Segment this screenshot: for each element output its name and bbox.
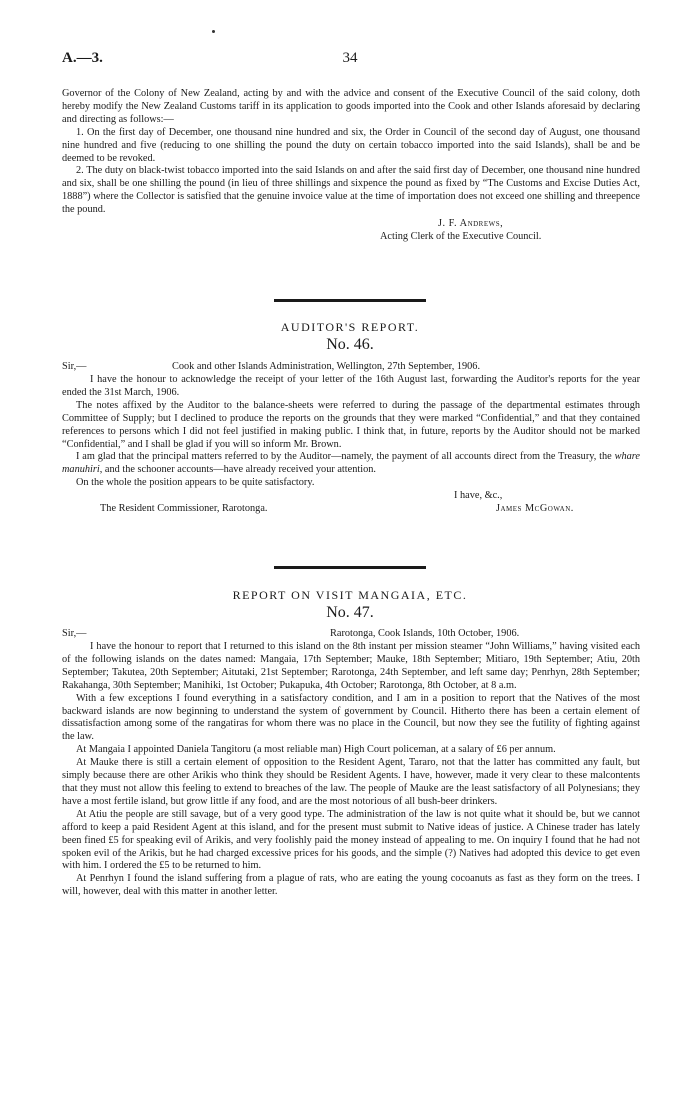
report-paragraph: At Atiu the people are still savage, but of a very good type. The administration of the law is not quite what it should be, but we cannot afford to keep a paid Resident Agent at this island, and for the present must submit to Native ideas of justice. A Chinese trader has lately been fined £5 for speaking evil of Arikis, and very foolishly paid the money instead of appealing to me. On inquiry I found that he had not spoken evil of the Arikis, but he had charged excessive prices for his goods, and the simple (?) Natives had adopted this device to get even with him. I ordered the £5 to be returned to him.	[62, 808, 640, 872]
report-paragraph: I have the honour to report that I returned to this island on the 8th instant per mission steamer “John Williams,” having visited each of the following islands on the dates named: Mangaia, 17th September; Mauke, 18th September; Mitiaro, 19th September; Atiu, 20th September; Takutea, 20th September; Aitutaki, 21st September; Rarotonga, 24th September, and left same day; Penrhyn, 28th September; Rakahanga, 30th September; Manihiki, 1st October; Pukapuka, 4th October; Rarotonga, 8th October, at 8 a.m.	[62, 641, 640, 691]
report-paragraph: With a few exceptions I found everything in a satisfactory condition, and I am in a position to report that the Natives of the most backward islands are now beginning to understand the system of government by Council. Hitherto there has been a certain element of dissatisfaction among some of the rangatiras for whom there was no place in the Council, but now they see the futility of fighting against the law.	[62, 692, 640, 743]
report-paragraph: I have the honour to acknowledge the receipt of your letter of the 16th August last, forwarding the Auditor's reports for the year ended the 31st March, 1906.	[62, 374, 640, 398]
section-divider	[274, 299, 426, 302]
auditors-report-title: AUDITOR'S REPORT.	[280, 320, 420, 334]
order-paragraph: Governor of the Colony of New Zealand, acting by and with the advice and consent of the Executive Council of the said colony, doth hereby modify the New Zealand Customs tariff in its application to goods imported into the Cook and other Islands aforesaid by declaring and directing as follows:—	[62, 88, 640, 125]
page-number: 34	[342, 50, 358, 66]
salutation: Sir,—	[62, 628, 87, 639]
dateline: Rarotonga, Cook Islands, 10th October, 1906.	[330, 628, 520, 639]
auditors-report-number: No. 46.	[326, 336, 374, 353]
report-paragraph: I am glad that the principal matters referred to by the Auditor—namely, the payment of all accounts direct from the Treasury, the whare manuhiri, and the schooner accounts—have already received your attention.	[62, 451, 640, 476]
visit-report-title: REPORT ON VISIT MANGAIA, ETC.	[232, 588, 468, 602]
report-paragraph: At Mangaia I appointed Daniela Tangitoru (a most reliable man) High Court policeman, at a salary of £6 per annum.	[76, 744, 556, 756]
report-paragraph: At Penrhyn I found the island suffering from a plague of rats, who are eating the young cocoanuts as fast as they form on the trees. I will, however, deal with this matter in another letter.	[62, 873, 640, 898]
dateline: Cook and other Islands Administration, Wellington, 27th September, 1906.	[172, 361, 481, 372]
visit-report-body	[62, 628, 640, 899]
salutation: Sir,—	[62, 361, 87, 372]
order-paragraph: 2. The duty on black-twist tobacco imported into the said Islands on and after the said first day of December, one thousand nine hundred and six, shall be one shilling the pound (in lieu of three shillings and sixpence the pound as fixed by “The Customs and Excise Duties Act, 1888”) where the Collector is satisfied that the genuine invoice value at the time of importation does not exceed one shilling and threepence the pound.	[62, 165, 640, 216]
section-divider	[274, 566, 426, 569]
report-paragraph: On the whole the position appears to be quite satisfactory.	[76, 477, 315, 489]
printing-speck	[212, 30, 215, 33]
signature: James McGowan.	[496, 503, 574, 515]
auditors-report-body	[62, 361, 640, 516]
order-paragraph: 1. On the first day of December, one thousand nine hundred and six, the Order in Council of the second day of August, one thousand nine hundred and five (reducing to one shilling the pound the duty on certain tobacco imported into the said Islands), shall be and be deemed to be revoked.	[62, 126, 640, 164]
visit-report-number: No. 47.	[326, 604, 374, 621]
series-reference: A.—3.	[62, 50, 103, 66]
order-signatory-title: Acting Clerk of the Executive Council.	[380, 231, 542, 243]
report-paragraph: The notes affixed by the Auditor to the balance-sheets were referred to during the passage of the departmental estimates through Committee of Supply; but I declined to produce the reports on the grounds that they were marked “Confidential,” and that they contained references to persons which I did not feel justified in making public. I think that, in future, reports by the Auditor should not be marked “Confidential,” and I shall be glad if you will so inform Mr. Brown.	[62, 399, 640, 450]
order-in-council-text	[62, 88, 640, 244]
addressee: The Resident Commissioner, Rarotonga.	[100, 503, 268, 515]
closing: I have, &c.,	[454, 490, 503, 502]
report-paragraph: At Mauke there is still a certain element of opposition to the Resident Agent, Tararo, not that the latter has committed any fault, but simply because there are other Arikis who think they should be Resident Agents. I have, however, made it very clear to these malcontents that they must not allow this feeling to extend to breaches of the law. The people of Mauke are the least satisfactory of all Polynesians; they have a most fertile island, but grow little if any food, and are the most notorious of all bush-beer drinkers.	[62, 757, 640, 807]
order-signatory-name: J. F. Andrews,	[438, 218, 504, 230]
